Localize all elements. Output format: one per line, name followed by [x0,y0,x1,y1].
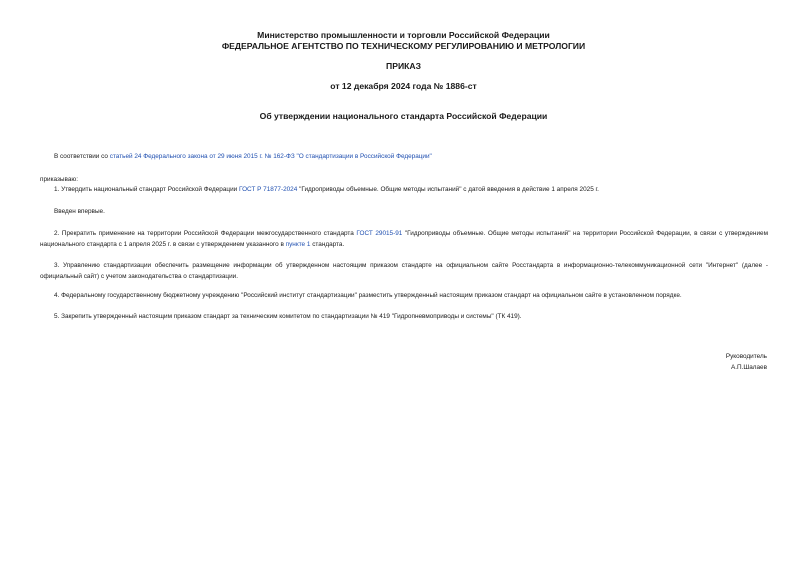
document-type: ПРИКАЗ [386,61,421,71]
ministry-name: Министерство промышленности и торговли Российской Федерации [257,30,550,40]
paragraph-1 [40,185,768,196]
paragraph-2-middle: "Гидроприводы объемные. Общие методы испытаний" на территории Российской Федерации, в связи с утверждением национального стандарта с 1 апреля 2025 г. в связи с утверждением указанного в [40,230,768,248]
paragraph-3: 3. Управлению стандартизации обеспечить размещение информации об утвержденном настоящим приказом стандарте на официальном сайте Росстандарта в информационно-телекоммуникационной сети "Интернет" (далее - официальный сайт) с учетом законодательства о стандартизации. [40,262,768,280]
introduced-note: Введен впервые. [54,208,105,215]
paragraph-1-suffix: "Гидроприводы объемные. Общие методы испытаний" с датой введения в действие 1 апреля 2025 г. [297,186,599,193]
federal-law-link[interactable]: статьей 24 Федерального закона от 29 июня 2015 г. № 162-ФЗ "О стандартизации в Российской Федерации" [109,153,432,160]
paragraph-2-suffix: стандарта. [310,240,345,248]
document-title: Об утверждении национального стандарта Российской Федерации [259,111,548,121]
paragraph-2-text: 2. Прекратить применение на территории Российской Федерации межгосударственного стандарта [54,230,357,237]
preamble-paragraph [40,152,768,163]
signatory-role: Руководитель [725,353,767,360]
paragraph-5: 5. Закрепить утвержденный настоящим приказом стандарт за техническим комитетом по стандартизации № 419 "Гидропневмоприводы и системы" (ТК 419). [54,313,522,320]
paragraph-1-text: 1. Утвердить национальный стандарт Российской Федерации [54,186,239,193]
order-word: приказываю: [40,176,78,183]
preamble-text: В соответствии со [54,153,110,160]
signatory-name: А.П.Шалаев [730,364,767,371]
agency-name: ФЕДЕРАЛЬНОЕ АГЕНТСТВО ПО ТЕХНИЧЕСКОМУ РЕГУЛИРОВАНИЮ И МЕТРОЛОГИИ [221,41,586,51]
paragraph-4: 4. Федеральному государственному бюджетному учреждению "Российский институт стандартизации" разместить утвержденный настоящим приказом стандарт на официальном сайте в установленном порядке. [54,292,682,299]
item-1-link[interactable]: пункте 1 [285,240,311,248]
gost-29015-link[interactable]: ГОСТ 29015-91 [356,230,403,237]
gost-r-71877-link[interactable]: ГОСТ Р 71877-2024 [238,186,298,193]
date-and-number: от 12 декабря 2024 года № 1886-ст [330,81,477,91]
paragraph-2 [40,229,768,250]
